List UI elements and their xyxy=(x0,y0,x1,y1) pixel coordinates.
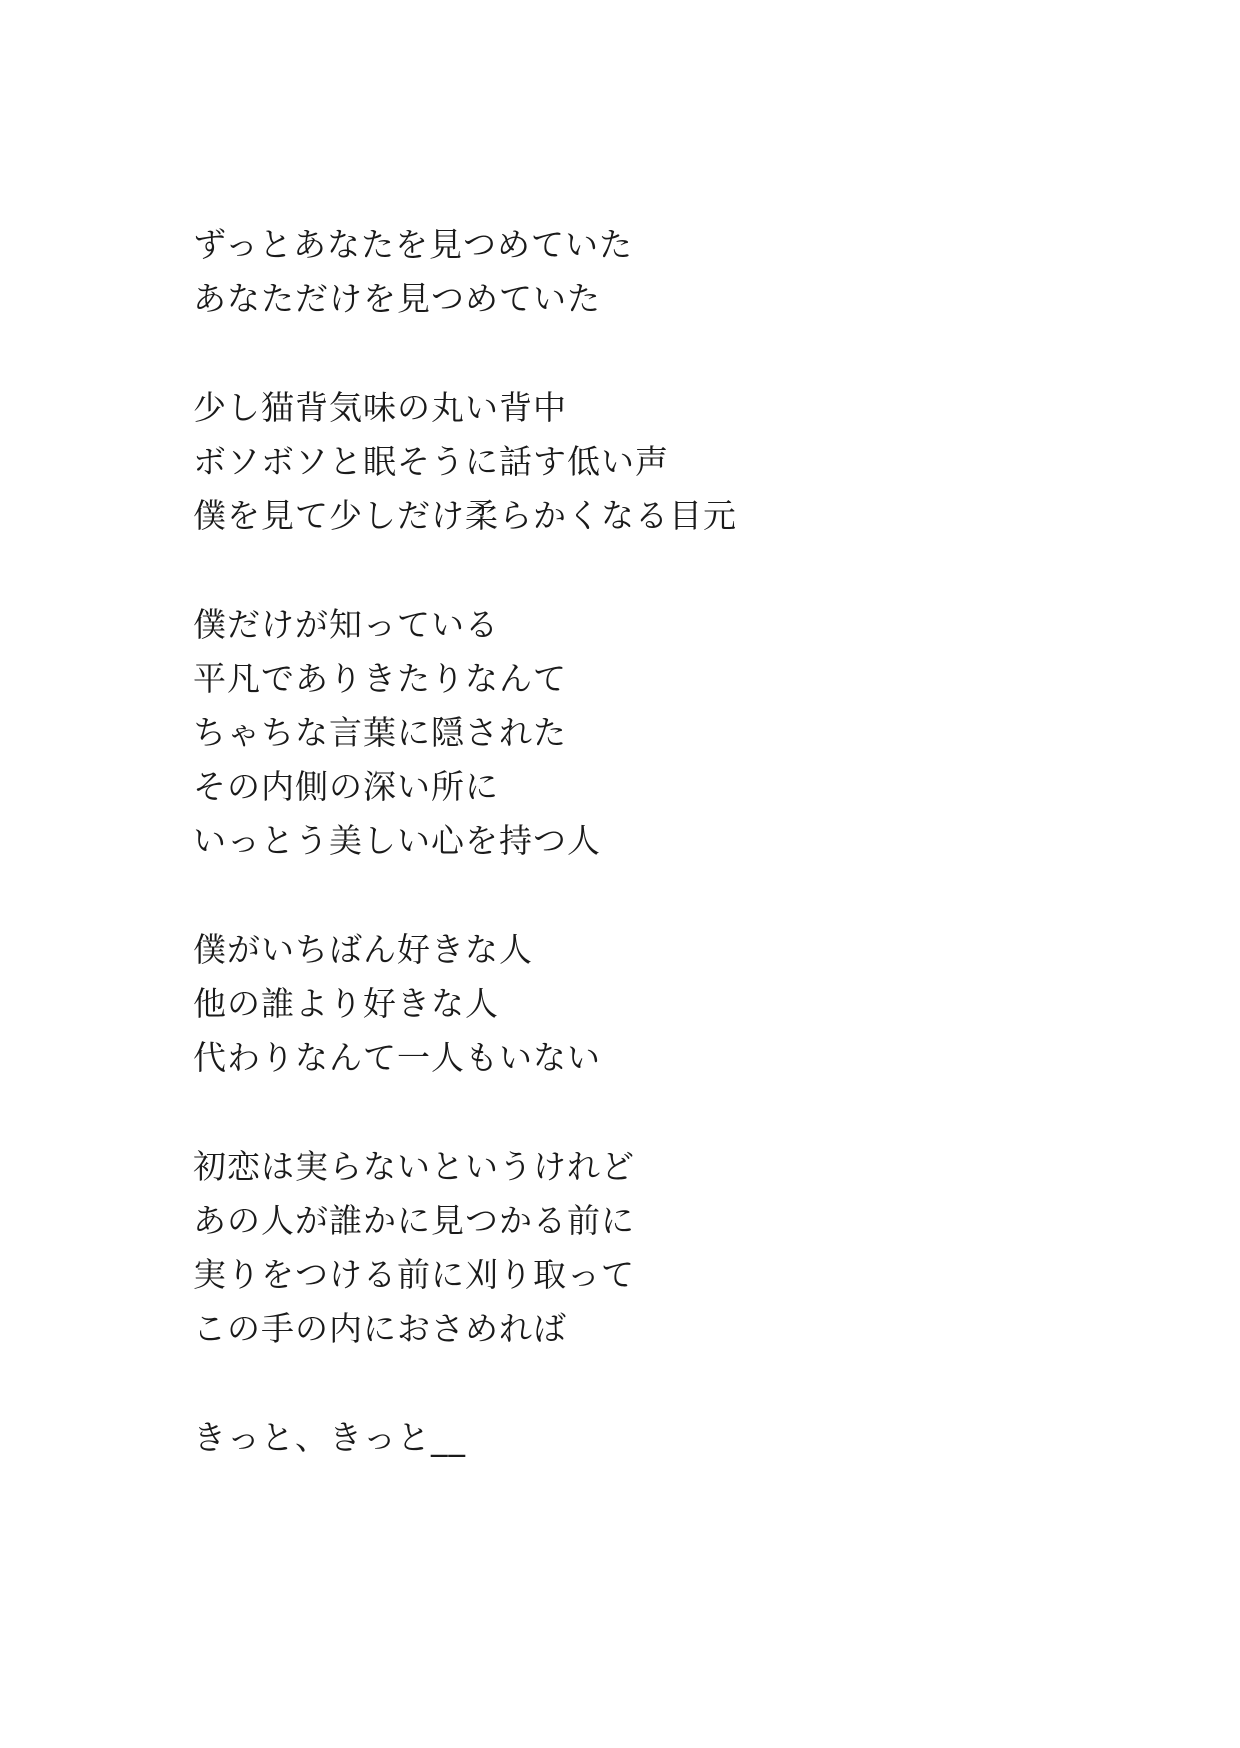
stanza xyxy=(193,1140,1093,1356)
poem-line: 実りをつける前に刈り取って xyxy=(193,1255,635,1294)
poem-line: ちゃちな言葉に隠された xyxy=(193,713,567,752)
poem-line: 僕だけが知っている xyxy=(193,605,499,644)
poem-line: いっとう美しい心を持つ人 xyxy=(193,821,601,860)
poem-line: 少し猫背気味の丸い背中 xyxy=(193,388,567,427)
stanza xyxy=(193,1411,1093,1465)
poem-line: 平凡でありきたりなんて xyxy=(193,659,567,698)
poem-line: 他の誰より好きな人 xyxy=(193,984,499,1023)
poem-line: あなただけを見つめていた xyxy=(193,279,601,318)
poem-line: ボソボソと眠そうに話す低い声 xyxy=(193,442,669,481)
poem-line: その内側の深い所に xyxy=(193,767,499,806)
poem-line: きっと、きっと__ xyxy=(193,1418,466,1457)
poem-line: 初恋は実らないというけれど xyxy=(193,1147,635,1186)
stanza xyxy=(193,381,1093,543)
poem-line: 代わりなんて一人もいない xyxy=(193,1038,601,1077)
stanza xyxy=(193,218,1093,326)
poem-line: あの人が誰かに見つかる前に xyxy=(193,1201,635,1240)
stanza xyxy=(193,923,1093,1085)
stanza xyxy=(193,598,1093,868)
poem-line: 僕がいちばん好きな人 xyxy=(193,930,533,969)
poem-line: この手の内におさめれば xyxy=(193,1309,567,1348)
poem-body xyxy=(193,218,1093,1520)
poem-line: 僕を見て少しだけ柔らかくなる目元 xyxy=(193,496,737,535)
poem-line: ずっとあなたを見つめていた xyxy=(193,225,634,264)
